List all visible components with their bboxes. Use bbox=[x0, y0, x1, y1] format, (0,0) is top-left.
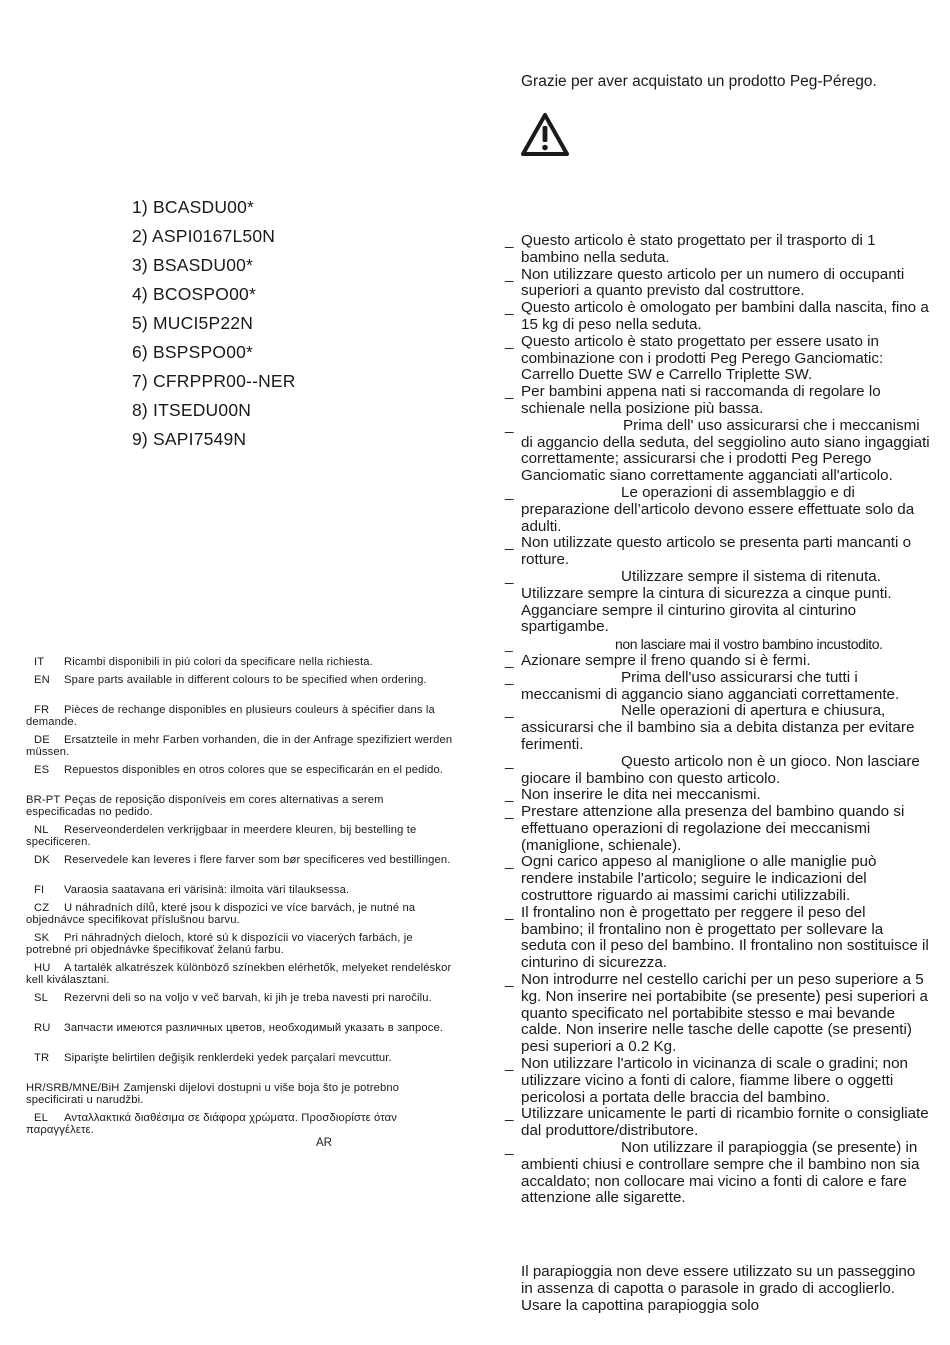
bullet-dash: _ bbox=[505, 483, 514, 501]
bullet-dash: _ bbox=[505, 668, 514, 686]
warning-item bbox=[505, 670, 930, 704]
bullet-dash: _ bbox=[505, 803, 514, 821]
warning-text: Nelle operazioni di apertura e chiusura, assicurarsi che il bambino sia a debita distanza per evitare ferimenti. bbox=[521, 702, 915, 753]
warning-item bbox=[505, 233, 930, 267]
spare-note-hu bbox=[26, 962, 454, 992]
lang-code: SK bbox=[34, 932, 50, 944]
bullet-dash: _ bbox=[505, 332, 514, 350]
lang-code: TR bbox=[34, 1052, 50, 1064]
warning-text: Non introdurre nel cestello carichi per un peso superiore a 5 kg. Non inserire nei portabibite (se presente) pesi superiori a quanto specificato nel portabibite stesso e mai bevande calde. Non inserire nelle tasche delle capotte (se presenti) pesi superiori a 0.2 Kg. bbox=[521, 971, 928, 1056]
note-text: Repuestos disponibles en otros colores que se especificarán en el pedido. bbox=[64, 764, 444, 776]
bullet-dash: _ bbox=[505, 383, 514, 401]
warning-text: non lasciare mai il vostro bambino incustodito. bbox=[615, 636, 883, 653]
warning-text: Questo articolo è stato progettato per essere usato in combinazione con i prodotti Peg Perego Ganciomatic: Carrello Duette SW e Carrello Triplette SW. bbox=[521, 332, 884, 384]
spare-note-fr bbox=[26, 704, 454, 734]
warning-text: Le operazioni di assemblaggio e di preparazione dell’articolo devono essere effettuate solo da adulti. bbox=[521, 483, 915, 535]
warning-item bbox=[505, 1056, 930, 1106]
warning-item bbox=[505, 653, 930, 670]
warning-text: Utilizzare sempre il sistema di ritenuta. Utilizzare sempre la cintura di sicurezza a cinque punti. Agganciare sempre il cinturino girovita al cinturino spartigambe. bbox=[521, 567, 892, 636]
lang-code: DK bbox=[34, 854, 50, 866]
lang-code: ES bbox=[34, 764, 50, 776]
bullet-dash: _ bbox=[505, 853, 514, 871]
part-item: 4) BCOSPO00* bbox=[132, 284, 256, 304]
note-text: Varaosia saatavana eri värisinä: ilmoita väri tilauksessa. bbox=[64, 884, 350, 896]
ar-label: AR bbox=[316, 1137, 332, 1149]
part-item: 8) ITSEDU00N bbox=[132, 400, 252, 420]
note-text: Spare parts available in different colours to be specified when ordering. bbox=[64, 674, 427, 686]
spare-parts-notes bbox=[26, 656, 454, 1142]
lang-code: SL bbox=[34, 992, 48, 1004]
continuation-text: Il parapioggia non deve essere utilizzato su un passeggino in assenza di capotta o parasole in grado di accoglierlo. Usare la capottina parapioggia solo bbox=[521, 1263, 916, 1314]
spare-note-en bbox=[26, 674, 454, 704]
note-text: Ersatzteile in mehr Farben vorhanden, die in der Anfrage spezifiziert werden müssen. bbox=[26, 734, 453, 759]
warning-text: Prestare attenzione alla presenza del bambino quando si effettuano operazioni di regolazione dei meccanismi (maniglione, schienale). bbox=[521, 803, 905, 854]
warning-item bbox=[505, 754, 930, 788]
lang-code: IT bbox=[34, 656, 45, 668]
warning-item bbox=[505, 535, 930, 569]
note-text: Reserveonderdelen verkrijgbaar in meerdere kleuren, bij bestelling te specificeren. bbox=[26, 824, 417, 849]
note-text: Zamjenski dijelovi dostupni u više boja što je potrebno specificirati u narudžbi. bbox=[26, 1082, 400, 1107]
spare-note-tr bbox=[26, 1052, 454, 1082]
warning-item bbox=[505, 636, 930, 653]
warning-item bbox=[505, 569, 930, 636]
spare-note-el bbox=[26, 1112, 454, 1142]
note-text: Ανταλλακτικά διαθέσιμα σε διάφορα χρώματα. Προσδιορίστε όταν παραγγέλετε. bbox=[26, 1112, 397, 1137]
warning-text: Ogni carico appeso al maniglione o alle maniglie può rendere instabile l'articolo; seguire le indicazioni del costruttore riguardo ai massimi carichi utilizzabili. bbox=[521, 853, 877, 905]
part-item: 3) BSASDU00* bbox=[132, 255, 254, 275]
warning-text: Prima dell'uso assicurarsi che tutti i meccanismi di aggancio siano agganciati correttamente. bbox=[521, 668, 900, 703]
warning-text: Non utilizzare questo articolo per un numero di occupanti superiori a quanto previsto dal costruttore. bbox=[521, 265, 905, 300]
note-text: Rezervni deli so na voljo v več barvah, ki jih je treba navesti pri naročilu. bbox=[64, 992, 432, 1004]
bullet-dash: _ bbox=[505, 651, 514, 669]
spare-note-ru bbox=[26, 1022, 454, 1052]
warning-text: Questo articolo è omologato per bambini dalla nascita, fino a 15 kg di peso nella seduta. bbox=[521, 299, 929, 333]
warning-item bbox=[505, 1106, 930, 1140]
warning-item bbox=[505, 418, 930, 485]
spare-note-cz bbox=[26, 902, 454, 932]
part-item: 7) CFRPPR00--NER bbox=[132, 371, 296, 391]
bullet-dash: _ bbox=[505, 786, 514, 804]
bullet-dash: _ bbox=[505, 1055, 514, 1073]
warning-item bbox=[505, 905, 930, 972]
warning-item bbox=[505, 300, 930, 334]
lang-code: FR bbox=[34, 704, 50, 716]
bullet-dash: _ bbox=[505, 416, 514, 434]
warning-text: Non inserire le dita nei meccanismi. bbox=[521, 786, 761, 804]
bullet-dash: _ bbox=[505, 534, 514, 552]
lang-code: NL bbox=[34, 824, 49, 836]
note-text: A tartalék alkatrészek különböző színekben elérhetők, melyeket rendeléskor kell kiválasztani. bbox=[26, 962, 452, 987]
warning-text: Il frontalino non è progettato per reggere il peso del bambino; il frontalino non è progettato per sollevare la seduta con il peso del bambino. Il frontalino non sostituisce il cinturino di sicurezza. bbox=[521, 903, 929, 972]
warning-item bbox=[505, 334, 930, 384]
note-text: Peças de reposição disponíveis em cores alternativas a serem especificadas no pedido. bbox=[26, 794, 384, 819]
lang-code: FI bbox=[34, 884, 45, 896]
lang-code: DE bbox=[34, 734, 50, 746]
bullet-dash: _ bbox=[505, 971, 514, 989]
warning-triangle-icon bbox=[520, 112, 570, 158]
spare-note-sk bbox=[26, 932, 454, 962]
spare-note-dk bbox=[26, 854, 454, 884]
warning-item bbox=[505, 854, 930, 904]
warning-item bbox=[505, 703, 930, 753]
note-text: Запчасти имеются различных цветов, необходимый указать в запросе. bbox=[64, 1022, 444, 1034]
spare-note-sl bbox=[26, 992, 454, 1022]
spare-note-hr bbox=[26, 1082, 454, 1112]
bullet-dash: _ bbox=[505, 232, 514, 249]
warning-text: Non utilizzare il parapioggia (se presente) in ambienti chiusi e controllare sempre che il bambino non sia accaldato; non collocare mai vicino a fonti di calore e fare attenzione alle sigarette. bbox=[521, 1139, 920, 1207]
note-text: Ricambi disponibili in piú colori da specificare nella richiesta. bbox=[64, 656, 373, 668]
part-item: 6) BSPSPO00* bbox=[132, 342, 254, 362]
warning-text: Azionare sempre il freno quando si è fermi. bbox=[521, 651, 811, 669]
warning-item bbox=[505, 787, 930, 804]
part-item: 9) SAPI7549N bbox=[132, 429, 247, 449]
part-item: 5) MUCI5P22N bbox=[132, 313, 254, 333]
lang-code: HR/SRB/MNE/BiH bbox=[26, 1082, 120, 1094]
spare-note-brpt bbox=[26, 794, 454, 824]
warning-item bbox=[505, 384, 930, 418]
lang-code: RU bbox=[34, 1022, 51, 1034]
lang-code: CZ bbox=[34, 902, 50, 914]
warning-item bbox=[505, 267, 930, 301]
warning-text: Non utilizzare l'articolo in vicinanza di scale o gradini; non utilizzare vicino a fonti di calore, fiamme libere o oggetti pericolosi a portata delle braccia del bambino. bbox=[521, 1055, 909, 1106]
lang-code: EL bbox=[34, 1112, 48, 1124]
warnings-list bbox=[505, 233, 930, 1207]
bullet-dash: _ bbox=[505, 636, 513, 653]
lang-code: EN bbox=[34, 674, 50, 686]
warning-item bbox=[505, 804, 930, 854]
note-text: Pri náhradných dieloch, ktoré sú k dispozícii vo viacerých farbách, je potrebné pri objednávke špecifikovať želanú farbu. bbox=[26, 932, 413, 957]
warning-text: Per bambini appena nati si raccomanda di regolare lo schienale nella posizione più bassa. bbox=[521, 383, 881, 417]
warning-item bbox=[505, 485, 930, 535]
warning-item bbox=[505, 1140, 930, 1207]
bullet-dash: _ bbox=[505, 702, 514, 720]
note-text: Reservedele kan leveres i flere farver som bør specificeres ved bestillingen. bbox=[64, 854, 451, 866]
note-text: Pièces de rechange disponibles en plusieurs couleurs à spécifier dans la demande. bbox=[26, 704, 435, 729]
bullet-dash: _ bbox=[505, 567, 514, 585]
warning-text: Prima dell' uso assicurarsi che i meccanismi di aggancio della seduta, del seggiolino auto siano ingaggiati correttamente; assicurarsi che i prodotti Peg Perego Ganciomatic siano correttamente agganciati all'articolo. bbox=[521, 416, 930, 485]
spare-note-de bbox=[26, 734, 454, 764]
bullet-dash: _ bbox=[505, 1139, 514, 1157]
note-text: U náhradních dílů, které jsou k dispozici ve více barvách, je nutné na objednávce specifikovat příslušnou barvu. bbox=[26, 902, 416, 927]
bullet-dash: _ bbox=[505, 1105, 514, 1123]
parts-list bbox=[132, 193, 296, 454]
note-text: Siparişte belirtilen değişik renklerdeki yedek parçalari mevcuttur. bbox=[64, 1052, 392, 1064]
warning-text: Questo articolo non è un gioco. Non lasciare giocare il bambino con questo articolo. bbox=[521, 752, 920, 787]
bullet-dash: _ bbox=[505, 265, 514, 283]
spare-note-it bbox=[26, 656, 454, 674]
part-item: 1) BCASDU00* bbox=[132, 197, 255, 217]
warning-item bbox=[505, 972, 930, 1056]
spare-note-es bbox=[26, 764, 454, 794]
bullet-dash: _ bbox=[505, 903, 514, 921]
warning-text: Non utilizzate questo articolo se presenta parti mancanti o rotture. bbox=[521, 534, 912, 569]
part-item: 2) ASPI0167L50N bbox=[132, 226, 276, 246]
bullet-dash: _ bbox=[505, 299, 514, 317]
warning-text: Questo articolo è stato progettato per il trasporto di 1 bambino nella seduta. bbox=[521, 232, 876, 266]
lang-code: BR-PT bbox=[26, 794, 61, 806]
spare-note-fi bbox=[26, 884, 454, 902]
spare-note-nl bbox=[26, 824, 454, 854]
intro-text: Grazie per aver acquistato un prodotto Peg-Pérego. bbox=[521, 73, 877, 90]
lang-code: HU bbox=[34, 962, 51, 974]
bullet-dash: _ bbox=[505, 752, 514, 770]
warning-text: Utilizzare unicamente le parti di ricambio fornite o consigliate dal produttore/distributore. bbox=[521, 1105, 929, 1140]
